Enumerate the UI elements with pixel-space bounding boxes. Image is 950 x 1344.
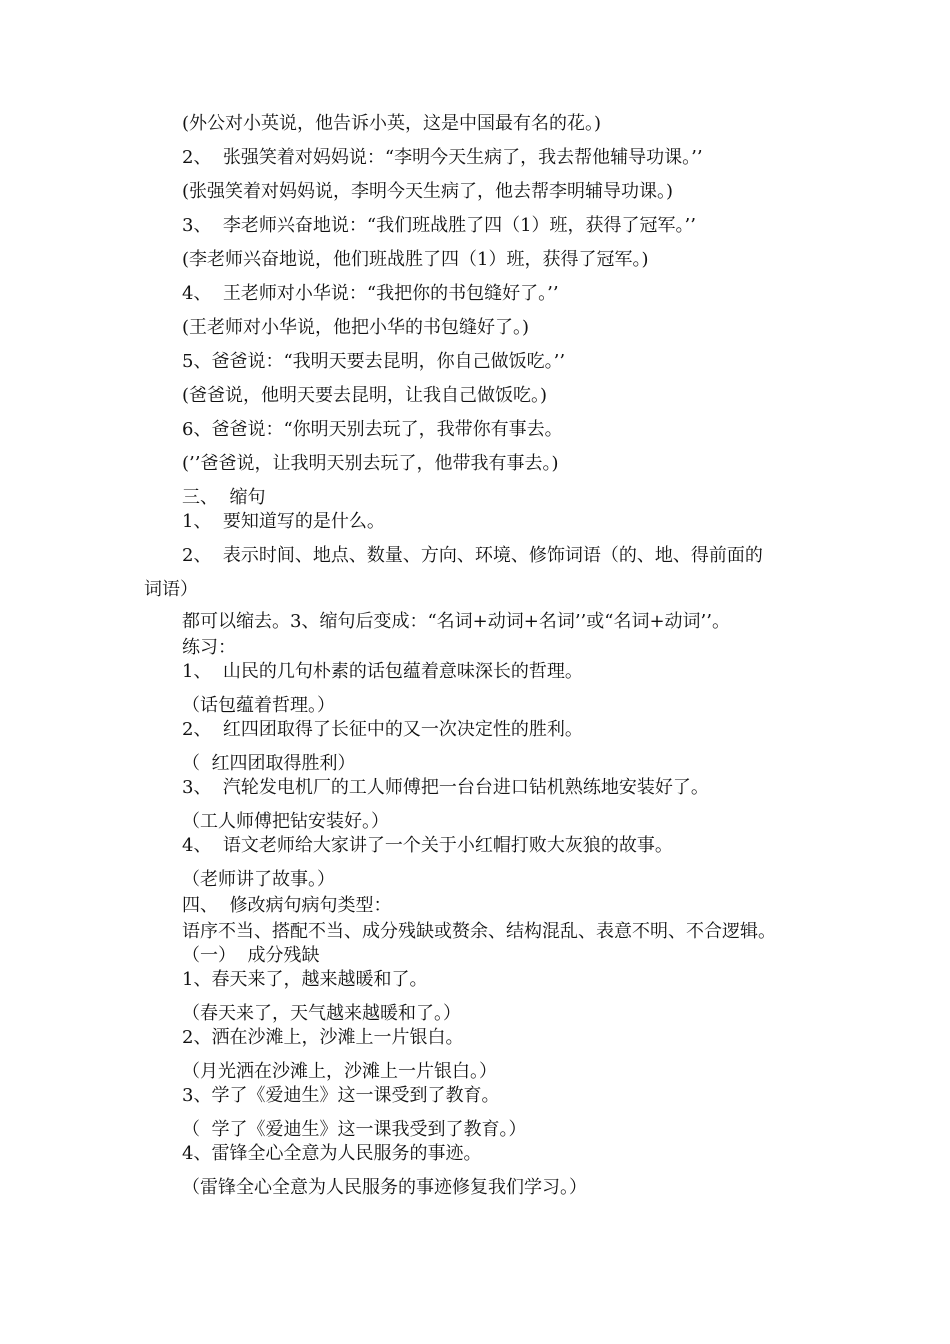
text-line-10: 6、爸爸说：“你明天别去玩了，我带你有事去。 xyxy=(182,419,563,440)
text-line-15: 词语） xyxy=(144,579,198,600)
text-line-4: 3、 李老师兴奋地说：“我们班战胜了四（1）班，获得了冠军。’’ xyxy=(182,215,696,236)
text-line-9: (爸爸说，他明天要去昆明，让我自己做饭吃。) xyxy=(182,385,548,406)
text-line-35: 4、雷锋全心全意为人民服务的事迹。 xyxy=(182,1143,482,1164)
text-line-11: (’’爸爸说，让我明天别去玩了，他带我有事去。) xyxy=(182,453,559,474)
text-line-2: 2、 张强笑着对妈妈说：“李明今天生病了，我去帮他辅导功课。’’ xyxy=(182,147,703,168)
text-line-18: 1、 山民的几句朴素的话包蕴着意味深长的哲理。 xyxy=(182,661,583,682)
text-line-22: 3、 汽轮发电机厂的工人师傅把一台台进口钻机熟练地安装好了。 xyxy=(182,777,709,798)
text-line-1: (外公对小英说，他告诉小英，这是中国最有名的花。) xyxy=(182,113,602,134)
text-line-25: （老师讲了故事。） xyxy=(182,869,335,890)
text-line-20: 2、 红四团取得了长征中的又一次决定性的胜利。 xyxy=(182,719,583,740)
text-line-32: （月光洒在沙滩上，沙滩上一片银白。） xyxy=(182,1061,497,1082)
text-line-24: 4、 语文老师给大家讲了一个关于小红帽打败大灰狼的故事。 xyxy=(182,835,673,856)
text-line-7: (王老师对小华说，他把小华的书包缝好了。) xyxy=(182,317,530,338)
section-heading-4: 四、 修改病句病句类型： xyxy=(182,895,392,916)
subsection-heading-1: （一） 成分残缺 xyxy=(182,945,320,966)
text-line-27: 语序不当、搭配不当、成分残缺或赘余、结构混乱、表意不明、不合逻辑。 xyxy=(182,921,776,942)
text-line-14: 2、 表示时间、地点、数量、方向、环境、修饰词语（的、地、得前面的 xyxy=(182,545,763,566)
text-line-33: 3、学了《爱迪生》这一课受到了教育。 xyxy=(182,1085,500,1106)
text-line-3: (张强笑着对妈妈说，李明今天生病了，他去帮李明辅导功课。) xyxy=(182,181,674,202)
text-line-36: （雷锋全心全意为人民服务的事迹修复我们学习。） xyxy=(182,1177,587,1198)
text-line-29: 1、春天来了，越来越暖和了。 xyxy=(182,969,428,990)
text-line-23: （工人师傅把钻安装好。） xyxy=(182,811,389,832)
text-line-13: 1、 要知道写的是什么。 xyxy=(182,511,385,532)
text-line-5: (李老师兴奋地说，他们班战胜了四（1）班，获得了冠军。) xyxy=(182,249,649,270)
text-line-6: 4、 王老师对小华说：“我把你的书包缝好了。’’ xyxy=(182,283,559,304)
text-line-21: （ 红四团取得胜利） xyxy=(182,753,356,774)
section-heading-3: 三、 缩句 xyxy=(182,487,266,508)
text-line-30: （春天来了，天气越来越暖和了。） xyxy=(182,1003,461,1024)
text-line-16: 都可以缩去。3、缩句后变成：“名词+动词+名词’’或“名词+动词’’。 xyxy=(182,611,730,632)
text-line-19: （话包蕴着哲理。） xyxy=(182,695,335,716)
text-line-8: 5、爸爸说：“我明天要去昆明，你自己做饭吃。’’ xyxy=(182,351,566,372)
text-line-34: （ 学了《爱迪生》这一课我受到了教育。） xyxy=(182,1119,527,1140)
practice-heading: 练习： xyxy=(182,637,236,658)
text-line-31: 2、洒在沙滩上，沙滩上一片银白。 xyxy=(182,1027,464,1048)
